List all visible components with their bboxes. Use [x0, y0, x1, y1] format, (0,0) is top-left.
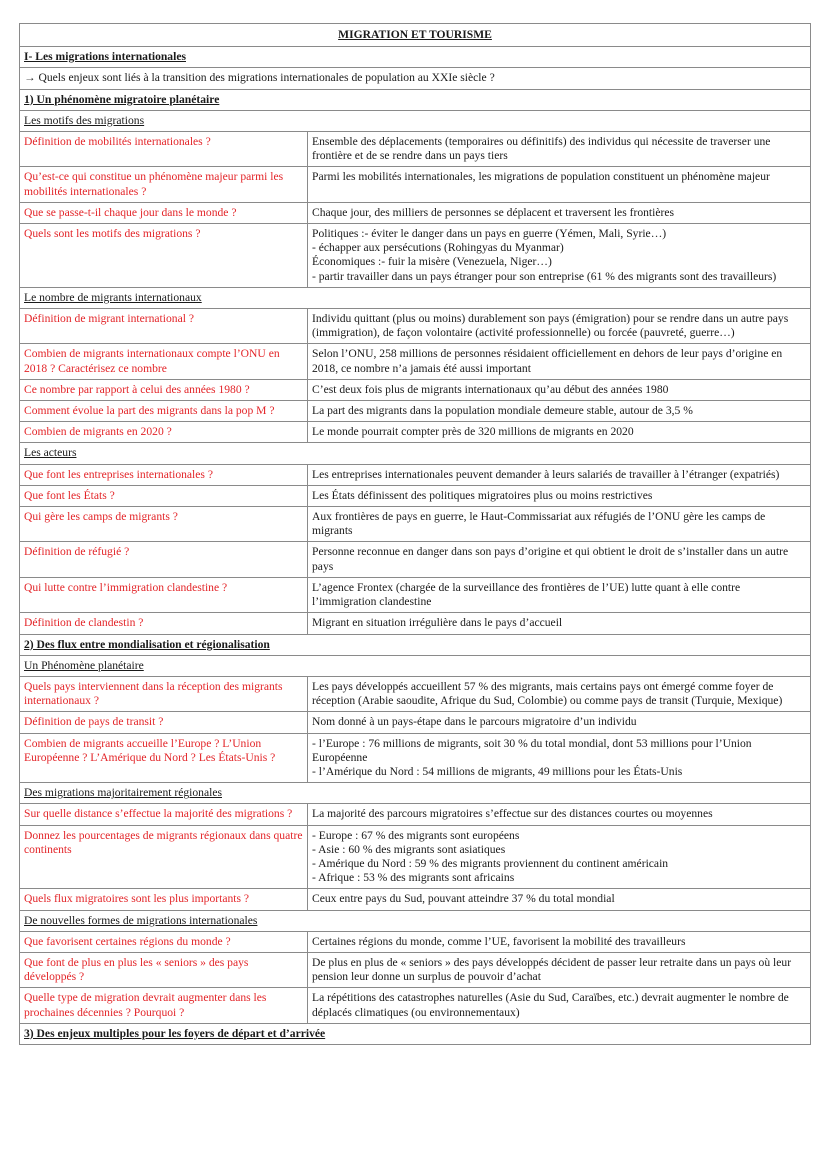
subsection-heading-row	[20, 655, 811, 676]
question-cell: Que font les entreprises internationales ?	[20, 464, 308, 485]
question-cell: Qu’est-ce qui constitue un phénomène majeur parmi les mobilités internationales ?	[20, 167, 308, 202]
qa-row	[20, 344, 811, 379]
qa-row	[20, 379, 811, 400]
subsection-heading: De nouvelles formes de migrations internationales	[20, 910, 811, 931]
answer-cell	[308, 309, 811, 344]
question-cell: Combien de migrants accueille l’Europe ? L’Union Européenne ? L’Amérique du Nord ? Les États-Unis ?	[20, 733, 308, 783]
question-cell: Ce nombre par rapport à celui des années 1980 ?	[20, 379, 308, 400]
title-row	[20, 24, 811, 47]
question-cell: Que se passe-t-il chaque jour dans le monde ?	[20, 202, 308, 223]
question-cell: Définition de clandestin ?	[20, 613, 308, 634]
answer-line: Individu quittant (plus ou moins) durablement son pays (émigration) pour se rendre dans un autre pays (immigration), de façon volontaire (activité professionnelle) ou forcée (pauvreté, guerre…)	[312, 312, 789, 340]
answer-line: La part des migrants dans la population mondiale demeure stable, autour de 3,5 %	[312, 404, 693, 418]
section-heading-row	[20, 89, 811, 110]
part-heading: I- Les migrations internationales	[20, 47, 811, 68]
answer-line: L’agence Frontex (chargée de la surveillance des frontières de l’UE) lutte quant à elle contre l’immigration clandestine	[312, 580, 741, 609]
part-row	[20, 47, 811, 68]
answer-line: C’est deux fois plus de migrants internationaux qu’au début des années 1980	[312, 382, 669, 396]
answer-cell	[308, 464, 811, 485]
subsection-heading: Un Phénomène planétaire	[20, 655, 811, 676]
answer-cell	[308, 733, 811, 783]
answer-line: La majorité des parcours migratoires s’effectue sur des distances courtes ou moyennes	[312, 807, 713, 821]
answer-line: Nom donné à un pays-étape dans le parcours migratoire d’un individu	[312, 715, 637, 729]
qa-row	[20, 485, 811, 506]
subsection-heading: Le nombre de migrants internationaux	[20, 287, 811, 308]
answer-cell	[308, 379, 811, 400]
answer-cell	[308, 167, 811, 202]
question-cell: Sur quelle distance s’effectue la majorité des migrations ?	[20, 804, 308, 825]
answer-line: - Asie : 60 % des migrants sont asiatiques	[312, 842, 506, 856]
section-heading-row	[20, 634, 811, 655]
answer-cell	[308, 542, 811, 577]
answer-line: - l’Europe : 76 millions de migrants, soit 30 % du total mondial, dont 53 millions pour l’Union Européenne	[312, 736, 752, 764]
answer-line: Parmi les mobilités internationales, les migrations de population constituent un phénomène majeur	[312, 170, 770, 184]
question-cell: Combien de migrants internationaux compte l’ONU en 2018 ? Caractérisez ce nombre	[20, 344, 308, 379]
qa-row	[20, 952, 811, 987]
qa-row	[20, 464, 811, 485]
qa-row	[20, 132, 811, 167]
question-cell: Donnez les pourcentages de migrants régionaux dans quatre continents	[20, 825, 308, 889]
answer-line: - partir travailler dans un pays étranger pour son entreprise (61 % des migrants sont des travailleurs)	[312, 269, 777, 283]
answer-cell	[308, 401, 811, 422]
answer-cell	[308, 676, 811, 711]
question-cell: Quels flux migratoires sont les plus importants ?	[20, 889, 308, 910]
answer-cell	[308, 132, 811, 167]
section-heading: 2) Des flux entre mondialisation et régionalisation	[20, 634, 811, 655]
section-heading: 1) Un phénomène migratoire planétaire	[20, 89, 811, 110]
answer-line: Aux frontières de pays en guerre, le Haut-Commissariat aux réfugiés de l’ONU gère les camps de migrants	[312, 510, 766, 538]
answer-line: - l’Amérique du Nord : 54 millions de migrants, 49 millions pour les États-Unis	[312, 764, 683, 778]
qa-row	[20, 889, 811, 910]
answer-line: Certaines régions du monde, comme l’UE, favorisent la mobilité des travailleurs	[312, 934, 686, 948]
qa-row	[20, 542, 811, 577]
answer-line: Les États définissent des politiques migratoires plus ou moins restrictives	[312, 488, 653, 502]
answer-line: - Europe : 67 % des migrants sont européens	[312, 828, 520, 842]
document-title: MIGRATION ET TOURISME	[20, 24, 811, 47]
subsection-heading-row	[20, 287, 811, 308]
problematic-row	[20, 68, 811, 89]
problematic-text: → Quels enjeux sont liés à la transition des migrations internationales de population au XXIe siècle ?	[20, 68, 811, 89]
question-cell: Quelle type de migration devrait augmenter dans les prochaines décennies ? Pourquoi ?	[20, 988, 308, 1023]
answer-line: Les entreprises internationales peuvent demander à leurs salariés de travailler à l’étranger (expatriés)	[312, 467, 780, 481]
subsection-heading: Des migrations majoritairement régionales	[20, 783, 811, 804]
question-cell: Que font les États ?	[20, 485, 308, 506]
answer-line: Politiques :- éviter le danger dans un pays en guerre (Yémen, Mali, Syrie…)	[312, 227, 667, 241]
qa-row	[20, 712, 811, 733]
answer-cell	[308, 507, 811, 542]
question-cell: Qui lutte contre l’immigration clandestine ?	[20, 577, 308, 612]
answer-line: Le monde pourrait compter près de 320 millions de migrants en 2020	[312, 425, 634, 439]
answer-cell	[308, 224, 811, 288]
answer-cell	[308, 804, 811, 825]
question-cell: Que font de plus en plus les « seniors » des pays développés ?	[20, 952, 308, 987]
answer-cell	[308, 202, 811, 223]
answer-line: Migrant en situation irrégulière dans le pays d’accueil	[312, 616, 563, 630]
section-heading: 3) Des enjeux multiples pour les foyers de départ et d’arrivée	[20, 1023, 811, 1044]
answer-cell	[308, 613, 811, 634]
qa-row	[20, 422, 811, 443]
answer-line: Ensemble des déplacements (temporaires ou définitifs) des individus qui nécessite de traverser une frontière et de se rendre dans un pays tiers	[312, 135, 771, 163]
qa-row	[20, 577, 811, 612]
section-heading-row	[20, 1023, 811, 1044]
question-cell: Quels pays interviennent dans la réception des migrants internationaux ?	[20, 676, 308, 711]
answer-cell	[308, 952, 811, 987]
qa-row	[20, 309, 811, 344]
question-cell: Définition de réfugié ?	[20, 542, 308, 577]
answer-line: - Afrique : 53 % des migrants sont africains	[312, 871, 515, 885]
answer-cell	[308, 577, 811, 612]
subsection-heading: Les acteurs	[20, 443, 811, 464]
answer-cell	[308, 889, 811, 910]
qa-row	[20, 825, 811, 889]
qa-row	[20, 401, 811, 422]
answer-line: Chaque jour, des milliers de personnes se déplacent et traversent les frontières	[312, 205, 675, 219]
subsection-heading-row	[20, 910, 811, 931]
subsection-heading-row	[20, 783, 811, 804]
subsection-heading-row	[20, 110, 811, 131]
subsection-heading: Les motifs des migrations	[20, 110, 811, 131]
question-cell: Définition de migrant international ?	[20, 309, 308, 344]
answer-cell	[308, 485, 811, 506]
question-cell: Définition de mobilités internationales ?	[20, 132, 308, 167]
question-cell: Définition de pays de transit ?	[20, 712, 308, 733]
qa-row	[20, 202, 811, 223]
qa-row	[20, 676, 811, 711]
answer-cell	[308, 344, 811, 379]
answer-line: De plus en plus de « seniors » des pays développés décident de passer leur retraite dans un pays où leur pension leur donne un surplus de pouvoir d’achat	[312, 955, 792, 984]
answer-line: Ceux entre pays du Sud, pouvant atteindre 37 % du total mondial	[312, 892, 615, 906]
qa-row	[20, 167, 811, 202]
question-cell: Comment évolue la part des migrants dans la pop M ?	[20, 401, 308, 422]
answer-cell	[308, 988, 811, 1023]
question-cell: Que favorisent certaines régions du monde ?	[20, 931, 308, 952]
qa-row	[20, 224, 811, 288]
answer-cell	[308, 825, 811, 889]
answer-line: - Amérique du Nord : 59 % des migrants proviennent du continent américain	[312, 856, 669, 870]
subsection-heading-row	[20, 443, 811, 464]
question-cell: Combien de migrants en 2020 ?	[20, 422, 308, 443]
question-cell: Qui gère les camps de migrants ?	[20, 507, 308, 542]
answer-line: - échapper aux persécutions (Rohingyas du Myanmar)	[312, 241, 564, 255]
answer-line: La répétitions des catastrophes naturelles (Asie du Sud, Caraïbes, etc.) devrait augmenter le nombre de déplacés climatiques (ou environnementaux)	[312, 991, 789, 1019]
answer-line: Personne reconnue en danger dans son pays d’origine et qui obtient le droit de s’installer dans un autre pays	[312, 545, 789, 573]
qa-row	[20, 613, 811, 634]
qa-row	[20, 931, 811, 952]
answer-line: Les pays développés accueillent 57 % des migrants, mais certains pays ont émergé comme foyer de réception (Arabie saoudite, Afrique du Sud, Colombie) ou comme pays de transit (Turquie, Mexique)	[312, 679, 783, 708]
answer-cell	[308, 931, 811, 952]
qa-row	[20, 988, 811, 1023]
qa-row	[20, 804, 811, 825]
answer-cell	[308, 422, 811, 443]
qa-row	[20, 733, 811, 783]
qa-row	[20, 507, 811, 542]
question-cell: Quels sont les motifs des migrations ?	[20, 224, 308, 288]
answer-cell	[308, 712, 811, 733]
answer-line: Selon l’ONU, 258 millions de personnes résidaient officiellement en dehors de leur pays d’origine en 2018, ce nombre n’a jamais été aussi important	[312, 347, 783, 375]
answer-line: Économiques :- fuir la misère (Venezuela, Niger…)	[312, 255, 552, 269]
revision-table	[19, 23, 811, 1045]
